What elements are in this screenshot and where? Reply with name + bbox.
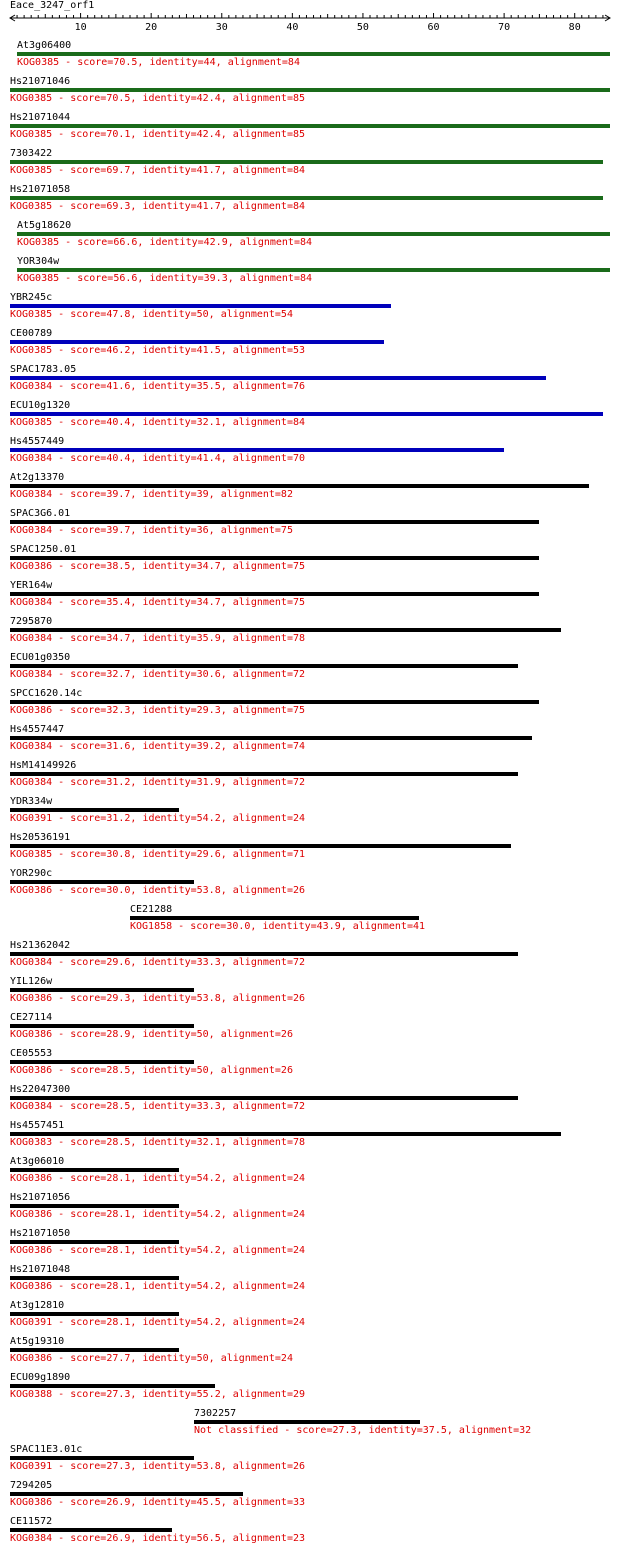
hit-name[interactable]: YBR245c — [10, 292, 53, 303]
hit-alignment-bar[interactable] — [10, 340, 384, 344]
hit-name[interactable]: At3g06010 — [10, 1156, 65, 1167]
hit-name[interactable]: 7294205 — [10, 1480, 53, 1491]
hit-row[interactable] — [0, 472, 620, 508]
hit-name[interactable]: Hs4557451 — [10, 1120, 65, 1131]
hit-name[interactable]: YIL126w — [10, 976, 53, 987]
hit-description: KOG0385 - score=69.7, identity=41.7, alignment=84 — [10, 165, 306, 176]
hit-alignment-bar[interactable] — [17, 52, 610, 56]
hit-row[interactable] — [0, 1120, 620, 1156]
hit-name[interactable]: SPAC3G6.01 — [10, 508, 71, 519]
hit-row[interactable] — [0, 1048, 620, 1084]
ruler-tick-label: 30 — [215, 22, 228, 33]
hit-description: KOG0384 - score=34.7, identity=35.9, alignment=78 — [10, 633, 306, 644]
hit-description: KOG0384 - score=26.9, identity=56.5, alignment=23 — [10, 1533, 306, 1544]
hit-row[interactable] — [0, 508, 620, 544]
ruler-tick-label: 40 — [286, 22, 299, 33]
hit-alignment-bar[interactable] — [10, 664, 518, 668]
hit-row[interactable] — [0, 40, 620, 76]
hit-description: KOG0385 - score=70.1, identity=42.4, alignment=85 — [10, 129, 306, 140]
hit-alignment-bar[interactable] — [10, 1204, 179, 1208]
hit-row[interactable] — [0, 724, 620, 760]
hit-row[interactable] — [0, 1516, 620, 1552]
hit-alignment-bar[interactable] — [10, 484, 589, 488]
hit-alignment-bar[interactable] — [10, 1492, 243, 1496]
hit-name[interactable]: YDR334w — [10, 796, 53, 807]
hit-alignment-bar[interactable] — [10, 952, 518, 956]
hit-name[interactable]: YOR304w — [17, 256, 60, 267]
hit-row[interactable] — [0, 400, 620, 436]
hit-alignment-bar[interactable] — [10, 1312, 179, 1316]
hit-description: KOG0386 - score=29.3, identity=53.8, alignment=26 — [10, 993, 306, 1004]
hit-name[interactable]: ECU01g0350 — [10, 652, 71, 663]
hit-row[interactable] — [0, 1228, 620, 1264]
hit-alignment-bar[interactable] — [10, 592, 539, 596]
hit-description: KOG0386 - score=28.9, identity=50, alignment=26 — [10, 1029, 293, 1040]
hit-alignment-bar[interactable] — [10, 556, 539, 560]
hit-description: KOG0384 - score=40.4, identity=41.4, alignment=70 — [10, 453, 306, 464]
hit-description: KOG0386 - score=26.9, identity=45.5, alignment=33 — [10, 1497, 306, 1508]
hit-alignment-bar[interactable] — [10, 988, 194, 992]
hit-description: KOG0384 - score=32.7, identity=30.6, alignment=72 — [10, 669, 306, 680]
hit-name[interactable]: Hs21071044 — [10, 112, 71, 123]
hit-alignment-bar[interactable] — [10, 1528, 172, 1532]
hit-row[interactable] — [0, 832, 620, 868]
hit-row[interactable] — [0, 652, 620, 688]
hit-alignment-bar[interactable] — [10, 1168, 179, 1172]
hit-name[interactable]: CE05553 — [10, 1048, 53, 1059]
hit-row[interactable] — [0, 364, 620, 400]
hit-row[interactable] — [0, 256, 620, 292]
hit-description: KOG0391 - score=28.1, identity=54.2, alignment=24 — [10, 1317, 306, 1328]
hit-alignment-bar[interactable] — [10, 1024, 194, 1028]
hit-alignment-bar[interactable] — [10, 520, 539, 524]
hit-row[interactable] — [0, 220, 620, 256]
hit-alignment-bar[interactable] — [10, 628, 561, 632]
hit-description: KOG0391 - score=27.3, identity=53.8, alignment=26 — [10, 1461, 306, 1472]
hit-name[interactable]: CE00789 — [10, 328, 53, 339]
hit-description: KOG0384 - score=35.4, identity=34.7, alignment=75 — [10, 597, 306, 608]
query-title: Eace_3247_orf1 — [10, 0, 95, 11]
hit-alignment-bar[interactable] — [10, 1096, 518, 1100]
hit-alignment-bar[interactable] — [194, 1420, 420, 1424]
hit-description: KOG0385 - score=46.2, identity=41.5, alignment=53 — [10, 345, 306, 356]
hit-alignment-bar[interactable] — [10, 808, 179, 812]
hit-row[interactable] — [0, 580, 620, 616]
hit-alignment-bar[interactable] — [17, 232, 610, 236]
hit-name[interactable]: At5g18620 — [17, 220, 72, 231]
ruler-tick-label: 70 — [498, 22, 511, 33]
hit-description: KOG0384 - score=31.2, identity=31.9, alignment=72 — [10, 777, 306, 788]
hit-name[interactable]: Hs21071056 — [10, 1192, 71, 1203]
hit-name[interactable]: ECU09g1890 — [10, 1372, 71, 1383]
ruler-tick-label: 20 — [145, 22, 158, 33]
hit-name[interactable]: 7302257 — [194, 1408, 237, 1419]
hit-name[interactable]: At3g06400 — [17, 40, 72, 51]
hit-row[interactable] — [0, 904, 620, 940]
hit-row[interactable] — [0, 1084, 620, 1120]
hit-name[interactable]: Hs21362042 — [10, 940, 71, 951]
hit-alignment-bar[interactable] — [130, 916, 419, 920]
hit-alignment-bar[interactable] — [10, 1276, 179, 1280]
hit-name[interactable]: Hs4557449 — [10, 436, 65, 447]
hit-alignment-bar[interactable] — [10, 772, 518, 776]
hit-alignment-bar[interactable] — [10, 124, 610, 128]
hit-name[interactable]: Hs22047300 — [10, 1084, 71, 1095]
hit-name[interactable]: SPAC11E3.01c — [10, 1444, 83, 1455]
hit-row[interactable] — [0, 940, 620, 976]
sequence-ruler — [0, 0, 620, 40]
hit-alignment-bar[interactable] — [17, 268, 610, 272]
ruler-tick-label: 10 — [74, 22, 87, 33]
hit-alignment-bar[interactable] — [10, 1132, 561, 1136]
hit-name[interactable]: SPCC1620.14c — [10, 688, 83, 699]
hit-alignment-bar[interactable] — [10, 1456, 194, 1460]
hit-description: KOG0384 - score=31.6, identity=39.2, alignment=74 — [10, 741, 306, 752]
hit-row[interactable] — [0, 760, 620, 796]
hit-description: KOG0384 - score=39.7, identity=36, alignment=75 — [10, 525, 293, 536]
hit-row[interactable] — [0, 976, 620, 1012]
hit-description: KOG0388 - score=27.3, identity=55.2, alignment=29 — [10, 1389, 306, 1400]
hit-description: KOG0386 - score=28.1, identity=54.2, alignment=24 — [10, 1173, 306, 1184]
hit-row[interactable] — [0, 1300, 620, 1336]
hit-name[interactable]: Hs21071058 — [10, 184, 71, 195]
hit-name[interactable]: CE27114 — [10, 1012, 53, 1023]
hit-name[interactable]: YOR290c — [10, 868, 53, 879]
hit-name[interactable]: Hs20536191 — [10, 832, 71, 843]
hit-row[interactable] — [0, 292, 620, 328]
hit-alignment-bar[interactable] — [10, 1348, 179, 1352]
hit-name[interactable]: YER164w — [10, 580, 53, 591]
hit-description: KOG0385 - score=40.4, identity=32.1, alignment=84 — [10, 417, 306, 428]
hit-alignment-bar[interactable] — [10, 376, 546, 380]
hit-row[interactable] — [0, 184, 620, 220]
hit-name[interactable]: Hs21071046 — [10, 76, 71, 87]
hit-row[interactable] — [0, 1264, 620, 1300]
hit-description: KOG0385 - score=56.6, identity=39.3, alignment=84 — [17, 273, 313, 284]
hit-alignment-bar[interactable] — [10, 196, 603, 200]
hit-description: KOG0386 - score=28.5, identity=50, alignment=26 — [10, 1065, 293, 1076]
hit-name[interactable]: CE11572 — [10, 1516, 53, 1527]
hit-row[interactable] — [0, 868, 620, 904]
hit-row[interactable] — [0, 1336, 620, 1372]
hit-alignment-bar[interactable] — [10, 1240, 179, 1244]
hit-row[interactable] — [0, 436, 620, 472]
hit-alignment-bar[interactable] — [10, 880, 194, 884]
hit-row[interactable] — [0, 1156, 620, 1192]
hit-description: KOG0384 - score=28.5, identity=33.3, alignment=72 — [10, 1101, 306, 1112]
ruler-tick-label: 60 — [427, 22, 440, 33]
hit-row[interactable] — [0, 1444, 620, 1480]
hit-row[interactable] — [0, 76, 620, 112]
hit-description: KOG0385 - score=66.6, identity=42.9, alignment=84 — [17, 237, 313, 248]
hit-row[interactable] — [0, 112, 620, 148]
hit-alignment-bar[interactable] — [10, 1384, 215, 1388]
hit-alignment-bar[interactable] — [10, 844, 511, 848]
hit-description: KOG0385 - score=30.8, identity=29.6, alignment=71 — [10, 849, 306, 860]
hit-description: KOG0386 - score=28.1, identity=54.2, alignment=24 — [10, 1245, 306, 1256]
hit-row[interactable] — [0, 796, 620, 832]
hit-row[interactable] — [0, 1012, 620, 1048]
hit-row[interactable] — [0, 328, 620, 364]
hit-description: KOG0386 - score=27.7, identity=50, alignment=24 — [10, 1353, 293, 1364]
hit-description: KOG0391 - score=31.2, identity=54.2, alignment=24 — [10, 813, 306, 824]
hit-alignment-bar[interactable] — [10, 736, 532, 740]
hit-name[interactable]: SPAC1783.05 — [10, 364, 77, 375]
hit-alignment-bar[interactable] — [10, 412, 603, 416]
hit-name[interactable]: Hs21071048 — [10, 1264, 71, 1275]
hit-alignment-bar[interactable] — [10, 700, 539, 704]
hit-row[interactable] — [0, 1192, 620, 1228]
hit-name[interactable]: At3g12810 — [10, 1300, 65, 1311]
hit-row[interactable] — [0, 148, 620, 184]
hit-row[interactable] — [0, 1408, 620, 1444]
hit-alignment-bar[interactable] — [10, 304, 391, 308]
hit-description: KOG0383 - score=28.5, identity=32.1, alignment=78 — [10, 1137, 306, 1148]
hit-row[interactable] — [0, 1372, 620, 1408]
hit-description: KOG0385 - score=70.5, identity=44, alignment=84 — [17, 57, 300, 68]
hit-name[interactable]: Hs21071050 — [10, 1228, 71, 1239]
hit-description: KOG0384 - score=39.7, identity=39, alignment=82 — [10, 489, 293, 500]
hit-description: KOG0385 - score=47.8, identity=50, alignment=54 — [10, 309, 293, 320]
hit-description: KOG0385 - score=70.5, identity=42.4, alignment=85 — [10, 93, 306, 104]
hit-description: KOG0386 - score=28.1, identity=54.2, alignment=24 — [10, 1281, 306, 1292]
hit-alignment-bar[interactable] — [10, 88, 610, 92]
hit-name[interactable]: CE21288 — [130, 904, 173, 915]
hit-row[interactable] — [0, 688, 620, 724]
hit-description: KOG0386 - score=30.0, identity=53.8, alignment=26 — [10, 885, 306, 896]
hit-description: Not classified - score=27.3, identity=37.5, alignment=32 — [194, 1425, 532, 1436]
hit-description: KOG0384 - score=41.6, identity=35.5, alignment=76 — [10, 381, 306, 392]
hit-name[interactable]: Hs4557447 — [10, 724, 65, 735]
hit-name[interactable]: 7303422 — [10, 148, 53, 159]
hit-name[interactable]: At2g13370 — [10, 472, 65, 483]
hit-description: KOG0384 - score=29.6, identity=33.3, alignment=72 — [10, 957, 306, 968]
hit-row[interactable] — [0, 1480, 620, 1516]
hit-name[interactable]: At5g19310 — [10, 1336, 65, 1347]
hit-name[interactable]: HsM14149926 — [10, 760, 77, 771]
hit-alignment-bar[interactable] — [10, 1060, 194, 1064]
hit-description: KOG0386 - score=28.1, identity=54.2, alignment=24 — [10, 1209, 306, 1220]
hit-row[interactable] — [0, 616, 620, 652]
hit-name[interactable]: 7295870 — [10, 616, 53, 627]
hit-alignment-bar[interactable] — [10, 160, 603, 164]
hit-name[interactable]: SPAC1250.01 — [10, 544, 77, 555]
hit-description: KOG0386 - score=32.3, identity=29.3, alignment=75 — [10, 705, 306, 716]
hit-alignment-bar[interactable] — [10, 448, 504, 452]
hit-description: KOG1858 - score=30.0, identity=43.9, alignment=41 — [130, 921, 426, 932]
ruler-tick-label: 50 — [356, 22, 369, 33]
hit-name[interactable]: ECU10g1320 — [10, 400, 71, 411]
hit-row[interactable] — [0, 544, 620, 580]
ruler-tick-label: 80 — [568, 22, 581, 33]
hit-description: KOG0386 - score=38.5, identity=34.7, alignment=75 — [10, 561, 306, 572]
hit-description: KOG0385 - score=69.3, identity=41.7, alignment=84 — [10, 201, 306, 212]
